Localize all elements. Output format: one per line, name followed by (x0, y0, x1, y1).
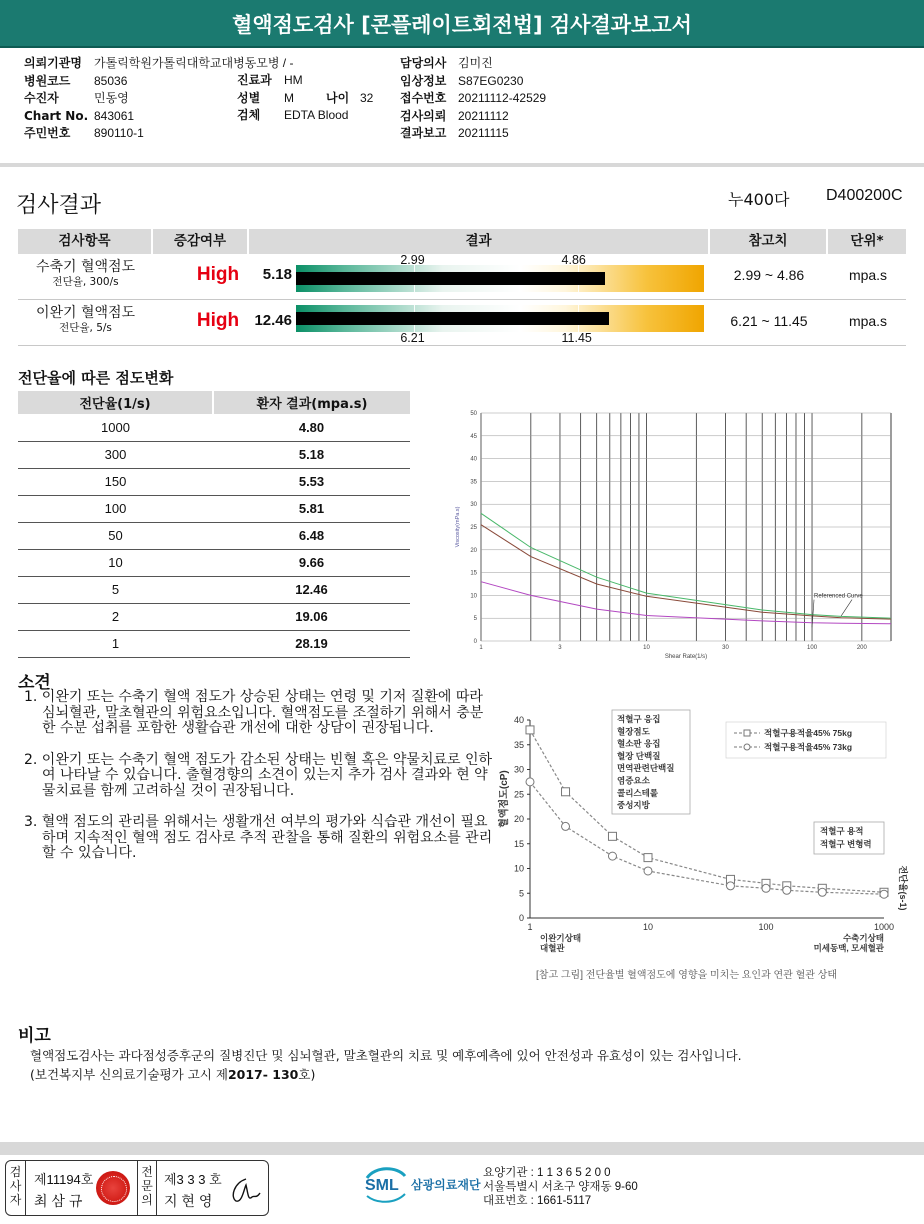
opinion-item: 1. 이완기 또는 수축기 혈액 점도가 상승된 상태는 연령 및 기저 질환에 따라 심뇌혈관, 말초혈관의 위험요소입니다. 혈액점도를 조절하기 위해서 충분한 수분 섭취를 포함한 생활습관 개선에 대한 상담이 권장됩니다. (24, 689, 484, 736)
legend-label: 적혈구용적율45% 75kg (764, 728, 853, 738)
shear-row (18, 549, 410, 576)
series-line (481, 525, 891, 619)
y-axis-label: 혈액점도(cP) (499, 770, 510, 828)
org-tel: 대표번호 : 1661-5117 (483, 1195, 592, 1207)
x-tick-label: 100 (807, 645, 818, 651)
value-report-date: 20211115 (458, 126, 509, 140)
shear-result-cell: 6.48 (213, 522, 410, 549)
value-institution: 가톨릭학원가톨릭대학교대병동모병 / - (94, 56, 294, 70)
shear-row (18, 468, 410, 495)
label-specimen: 검체 (237, 108, 261, 122)
y-tick-label: 20 (513, 814, 524, 824)
legend-marker (744, 744, 750, 750)
data-point (762, 884, 770, 892)
label-resident-no: 주민번호 (24, 126, 71, 140)
result-flag: High (196, 310, 240, 331)
x-right-sub: 미세동맥, 모세혈관 (813, 943, 884, 953)
results-code-kr: 누400다 (728, 190, 790, 209)
legend-label: 적혈구용적율45% 73kg (764, 742, 853, 752)
header-reference: 참고치 (710, 229, 828, 254)
specialist-name: 지 현 영 (164, 1193, 213, 1209)
y-tick-label: 25 (470, 525, 477, 531)
y-tick-label: 15 (470, 570, 477, 577)
shear-rate-cell: 2 (18, 603, 213, 630)
reference-chart (494, 708, 914, 988)
patient-info-right (400, 55, 546, 143)
shear-table (18, 391, 410, 658)
results-title: 검사결과 (16, 193, 102, 218)
shear-result-cell: 4.80 (213, 414, 410, 441)
value-clinical-info: S87EG0230 (458, 73, 524, 88)
shear-header-result: 환자 결과(mpa.s) (213, 391, 410, 414)
y-tick-label: 20 (470, 547, 477, 554)
results-code-en: D400200C (826, 187, 903, 204)
y-tick-label: 40 (470, 456, 477, 463)
remark-text (30, 1046, 742, 1084)
value-hospital-code: 85036 (94, 73, 128, 88)
result-unit: mpa.s (848, 267, 888, 283)
y-axis-label: Viscosity(mPa.s) (455, 506, 461, 548)
value-resident-no: 890110-1 (94, 126, 144, 140)
shear-rate-cell: 50 (18, 522, 213, 549)
result-gauge (296, 265, 704, 292)
y-tick-label: 35 (513, 739, 524, 750)
result-range: 6.21 ~ 11.45 (730, 313, 808, 329)
data-point (562, 788, 570, 796)
header-item: 검사항목 (18, 229, 153, 254)
x-left-sub: 대혈관 (540, 943, 565, 953)
value-request-date: 20211112 (458, 108, 509, 123)
org-address: 서울특별시 서초구 양재동 9-60 (483, 1181, 638, 1193)
shear-title: 전단율에 따른 점도변화 (18, 369, 174, 387)
value-chart-no: 843061 (94, 108, 135, 123)
shear-rate-cell: 1000 (18, 414, 213, 441)
shear-row (18, 630, 410, 657)
logo-text: SML (365, 1177, 399, 1194)
x-tick-label: 10 (642, 922, 654, 932)
data-point (726, 882, 734, 890)
opinion-item: 3. 혈액 점도의 관리를 위해서는 생활개선 여부의 평가와 식습관 개선이 필요하며 지속적인 혈액 점도 검사로 추적 관찰을 통해 질환의 위험요소를 관리 할 수 있습니다. (24, 814, 493, 861)
data-point (526, 778, 534, 786)
x-tick-label: 100 (758, 922, 774, 932)
factor-item: 적혈구 변형력 (820, 839, 872, 849)
x-right-label: 수축기상태 (842, 933, 884, 943)
remark-line2-a: (보건복지부 신의료기술평가 고시 제 (30, 1067, 228, 1082)
x-axis-label: Shear Rate(1/s) (664, 654, 708, 660)
value-age: 32 (360, 90, 374, 105)
factor-item: 적혈구 응집 (617, 714, 661, 724)
result-gauge (296, 305, 704, 332)
y-tick-label: 30 (513, 764, 524, 775)
opinion-list (24, 690, 494, 878)
tester-label: 검사자 (6, 1161, 26, 1215)
shear-table-header (18, 391, 410, 414)
result-name (18, 305, 153, 334)
factor-item: 중성지방 (617, 800, 650, 811)
label-hospital-code: 병원코드 (24, 73, 71, 88)
result-value: 12.46 (254, 312, 292, 329)
data-point (880, 890, 888, 898)
x-tick-label: 30 (722, 645, 729, 651)
gauge-ref-high-label: 11.45 (561, 331, 592, 345)
specialist-label: 전문의 (137, 1161, 157, 1215)
shear-rate-cell: 300 (18, 441, 213, 468)
shear-rate-cell: 1 (18, 630, 213, 657)
annotation-label: Referenced Curve (814, 593, 863, 600)
y-axis-label-right: 전단율(s-1) (898, 865, 908, 911)
y-tick-label: 25 (513, 789, 524, 800)
x-tick-label: 1 (527, 922, 533, 932)
remark-line2 (30, 1065, 742, 1084)
label-age: 나이 (326, 90, 350, 105)
factor-item: 혈장 단백질 (617, 750, 661, 761)
org-name: 삼광의료재단 (411, 1177, 481, 1192)
factor-item: 면역관련단백질 (617, 763, 675, 774)
factor-item: 적혈구 용적 (820, 826, 864, 836)
gauge-bar (296, 312, 609, 325)
x-tick-label: 1 (479, 645, 483, 651)
value-sex: M (284, 90, 294, 105)
x-tick-label: 1000 (873, 922, 895, 932)
figure-caption: [참고 그림] 전단율별 혈액점도에 영향을 미치는 요인과 연관 혈관 상태 (536, 970, 838, 981)
data-point (818, 888, 826, 896)
shear-row (18, 603, 410, 630)
result-sub: 전단율, 300/s (52, 276, 119, 288)
y-tick-label: 40 (513, 715, 524, 725)
divider (0, 163, 924, 167)
y-tick-label: 50 (470, 411, 477, 417)
x-left-label: 이완기상태 (540, 933, 582, 943)
opinion-item: 2. 이완기 또는 수축기 혈액 점도가 감소된 상태는 빈혈 혹은 약물치료로 인하여 나타날 수 있습니다. 출혈경향의 소견이 있는지 추가 검사 결과와 현 약물치료를 함께 고려하실 것이 권장됩니다. (24, 751, 493, 799)
gauge-bar (296, 272, 605, 285)
shear-rate-cell: 5 (18, 576, 213, 603)
org-info (483, 1166, 638, 1208)
shear-result-cell: 5.53 (213, 468, 410, 495)
shear-row (18, 522, 410, 549)
gauge-ref-low-label: 6.21 (400, 331, 425, 345)
shear-rate-cell: 10 (18, 549, 213, 576)
shear-result-cell: 12.46 (213, 576, 410, 603)
shear-header-rate: 전단율(1/s) (18, 391, 213, 414)
specialist-signature (226, 1175, 262, 1205)
label-institution: 의뢰기관명 (24, 56, 82, 70)
label-receipt-no: 접수번호 (400, 91, 447, 105)
remark-line1: 혈액점도검사는 과다점성증후군의 질병진단 및 심뇌혈관, 말초혈관의 치료 및 예후예측에 있어 안전성과 유효성이 있는 검사입니다. (30, 1048, 742, 1063)
result-name-text: 수축기 혈액점도 (35, 259, 136, 275)
data-point (783, 886, 791, 894)
shear-row (18, 576, 410, 603)
result-flag: High (196, 264, 240, 285)
org-logo (365, 1166, 481, 1202)
y-tick-label: 5 (518, 888, 524, 899)
data-point (644, 867, 652, 875)
y-tick-label: 15 (513, 838, 524, 849)
result-sub: 전단율, 5/s (59, 322, 112, 334)
annotation-arrow (841, 600, 852, 616)
result-row-diastolic (18, 300, 906, 346)
result-name-text: 이완기 혈액점도 (35, 305, 136, 321)
value-receipt-no: 20211112-42529 (458, 91, 547, 105)
signature-box (5, 1160, 269, 1216)
label-department: 진료과 (237, 73, 272, 87)
remark-title: 비고 (18, 1026, 51, 1046)
shear-result-cell: 9.66 (213, 549, 410, 576)
x-tick-label: 200 (856, 645, 867, 651)
label-doctor: 담당의사 (400, 56, 447, 70)
tester-name: 최 삼 규 (34, 1193, 83, 1209)
label-patient-name: 수진자 (24, 91, 59, 105)
remark-line2-c: 호) (298, 1067, 316, 1082)
opinion-title: 소견 (18, 673, 51, 693)
header-change: 증감여부 (153, 229, 249, 254)
footer-divider (0, 1142, 924, 1155)
value-patient-name: 민동영 (94, 91, 129, 105)
factor-item: 콜리스테롤 (617, 787, 659, 798)
factor-item: 염증요소 (617, 775, 650, 786)
shear-result-cell: 19.06 (213, 603, 410, 630)
data-point (562, 822, 570, 830)
report-title: 혈액점도검사 [콘플레이트회전법] 검사결과보고서 (0, 0, 924, 48)
tester-license: 제11194호 (34, 1172, 94, 1187)
shear-rate-cell: 150 (18, 468, 213, 495)
gauge-ref-low-label: 2.99 (400, 253, 425, 267)
shear-row (18, 414, 410, 441)
value-department: HM (284, 73, 303, 87)
legend-marker (744, 730, 750, 736)
data-point (644, 854, 652, 862)
series-line (481, 513, 891, 618)
x-tick-label: 10 (643, 645, 650, 651)
shear-row (18, 495, 410, 522)
tester-seal (96, 1171, 130, 1205)
x-tick-label: 3 (558, 645, 562, 651)
specialist-license: 제3 3 3 호 (164, 1172, 222, 1187)
shear-result-cell: 5.18 (213, 441, 410, 468)
y-tick-label: 10 (470, 593, 477, 600)
data-point (526, 726, 534, 734)
label-clinical-info: 임상정보 (400, 73, 447, 88)
shear-result-cell: 28.19 (213, 630, 410, 657)
result-row-systolic (18, 254, 906, 300)
result-range: 2.99 ~ 4.86 (733, 267, 805, 283)
y-tick-label: 30 (470, 502, 477, 509)
y-tick-label: 0 (518, 913, 524, 923)
result-unit: mpa.s (848, 313, 888, 329)
y-tick-label: 45 (470, 433, 477, 440)
viscosity-chart (456, 403, 906, 663)
y-tick-label: 0 (473, 639, 477, 645)
y-tick-label: 35 (470, 479, 477, 486)
y-tick-label: 10 (513, 863, 524, 874)
value-doctor: 김미진 (458, 56, 493, 70)
results-table-header (18, 229, 906, 254)
patient-info-mid (237, 72, 373, 125)
header-result: 결과 (249, 229, 710, 254)
label-report-date: 결과보고 (400, 126, 447, 140)
gauge-ref-high-label: 4.86 (561, 253, 586, 267)
value-specimen: EDTA Blood (284, 108, 349, 122)
remark-line2-b: 2017- 130 (227, 1067, 299, 1082)
factor-item: 혈소판 응집 (617, 738, 661, 749)
data-point (608, 832, 616, 840)
data-point (608, 852, 616, 860)
label-sex: 성별 (237, 90, 261, 105)
header-unit: 단위* (850, 233, 884, 249)
result-name (18, 259, 153, 288)
shear-rate-cell: 100 (18, 495, 213, 522)
y-tick-label: 5 (473, 616, 477, 623)
result-value: 5.18 (262, 266, 292, 283)
label-request-date: 검사의뢰 (400, 108, 447, 123)
shear-row (18, 441, 410, 468)
factor-item: 혈장점도 (617, 726, 650, 737)
label-chart-no: Chart No. (24, 108, 89, 123)
shear-result-cell: 5.81 (213, 495, 410, 522)
org-code: 요양기관 : 1 1 3 6 5 2 0 0 (483, 1167, 611, 1179)
